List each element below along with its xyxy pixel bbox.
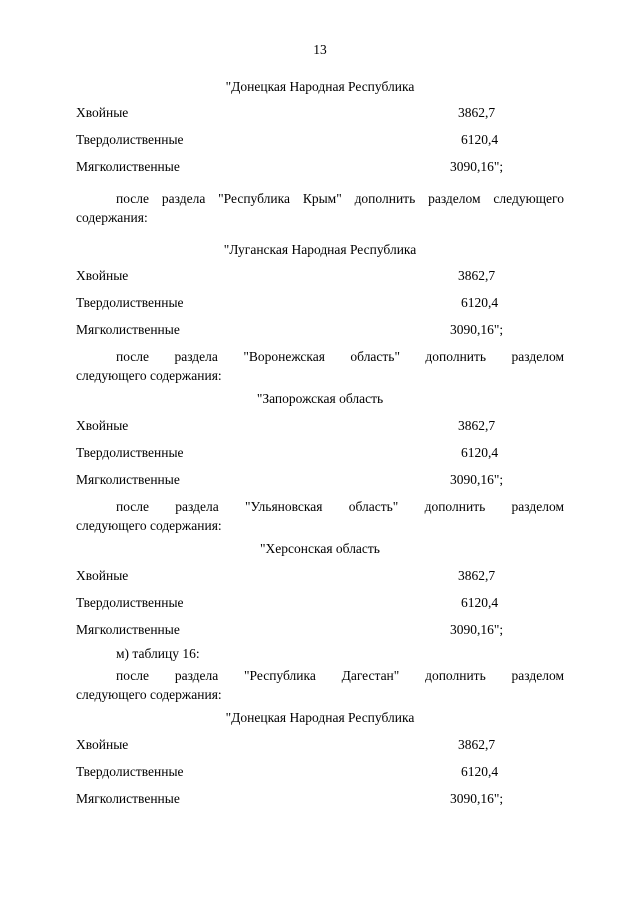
table-row — [76, 322, 640, 338]
table-row — [76, 132, 640, 148]
paragraph-line: следующего содержания: — [76, 368, 222, 383]
species-value: 3090,16"; — [450, 622, 504, 637]
paragraph-line: после раздела "Воронежская область" дополнить разделом — [116, 349, 564, 364]
species-label: Твердолиственные — [76, 445, 184, 460]
species-value: 3862,7 — [458, 268, 496, 283]
species-label: Хвойные — [76, 737, 129, 752]
species-value: 6120,4 — [461, 295, 499, 310]
table-row — [76, 568, 640, 584]
species-value: 3090,16"; — [450, 472, 504, 487]
species-value: 6120,4 — [461, 445, 499, 460]
species-label: Мягколиственные — [76, 322, 180, 337]
paragraph-line: после раздела "Республика Крым" дополнить разделом следующего — [116, 191, 564, 206]
instruction-paragraph — [76, 497, 564, 535]
paragraph-line: после раздела "Ульяновская область" дополнить разделом — [116, 499, 564, 514]
species-value: 3090,16"; — [450, 322, 504, 337]
table-row — [76, 105, 640, 121]
species-label: Твердолиственные — [76, 764, 184, 779]
table-row — [76, 622, 640, 638]
species-label: Твердолиственные — [76, 595, 184, 610]
species-value: 6120,4 — [461, 132, 499, 147]
table-row — [76, 791, 640, 807]
species-label: Твердолиственные — [76, 295, 184, 310]
paragraph-line: следующего содержания: — [76, 687, 222, 702]
page-number: 13 — [313, 42, 327, 57]
species-value: 6120,4 — [461, 595, 499, 610]
species-label: Мягколиственные — [76, 791, 180, 806]
species-value: 3862,7 — [458, 737, 496, 752]
table-row — [76, 418, 640, 434]
subitem-label: м) таблицу 16: — [116, 646, 200, 661]
species-label: Хвойные — [76, 418, 129, 433]
species-label: Хвойные — [76, 105, 129, 120]
section-heading: "Херсонская область — [260, 541, 380, 556]
table-row — [76, 159, 640, 175]
table-row — [76, 472, 640, 488]
species-label: Твердолиственные — [76, 132, 184, 147]
species-label: Мягколиственные — [76, 159, 180, 174]
species-label: Хвойные — [76, 268, 129, 283]
species-value: 3862,7 — [458, 568, 496, 583]
table-row — [76, 445, 640, 461]
species-label: Мягколиственные — [76, 622, 180, 637]
paragraph-line: после раздела "Республика Дагестан" дополнить разделом — [116, 668, 564, 683]
instruction-paragraph — [76, 347, 564, 385]
species-value: 3090,16"; — [450, 791, 504, 806]
species-value: 3862,7 — [458, 105, 496, 120]
section-heading: "Луганская Народная Республика — [223, 242, 417, 257]
species-label: Мягколиственные — [76, 472, 180, 487]
species-value: 3090,16"; — [450, 159, 504, 174]
paragraph-line: следующего содержания: — [76, 518, 222, 533]
table-row — [76, 764, 640, 780]
table-row — [76, 737, 640, 753]
section-heading: "Запорожская область — [256, 391, 384, 406]
section-heading: "Донецкая Народная Республика — [225, 79, 415, 94]
table-row — [76, 268, 640, 284]
species-label: Хвойные — [76, 568, 129, 583]
species-value: 6120,4 — [461, 764, 499, 779]
paragraph-line: содержания: — [76, 210, 148, 225]
section-heading: "Донецкая Народная Республика — [225, 710, 415, 725]
species-value: 3862,7 — [458, 418, 496, 433]
instruction-paragraph — [76, 666, 564, 704]
table-row — [76, 595, 640, 611]
instruction-paragraph — [76, 189, 564, 227]
table-row — [76, 295, 640, 311]
